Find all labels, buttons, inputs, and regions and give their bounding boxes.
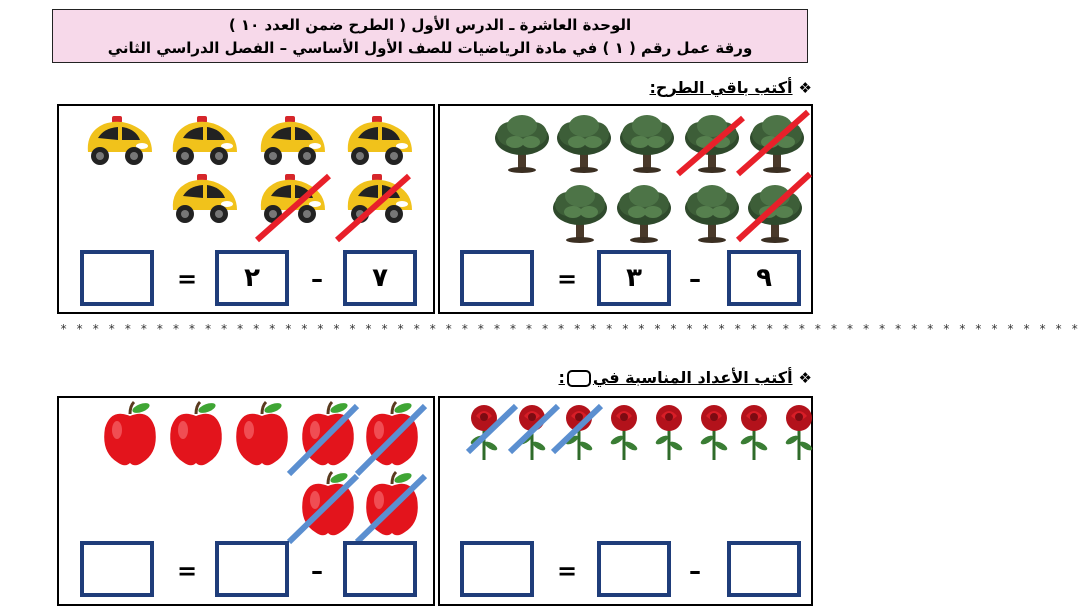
toy-car-icon (261, 174, 325, 223)
roses-group (438, 396, 813, 476)
apple-icon (170, 401, 222, 465)
toy-car-icon (173, 174, 237, 223)
roses-minuend-box[interactable] (727, 541, 801, 597)
toy-car-icon (88, 116, 152, 165)
separator-line: * * * * * * * * * * * * * * * * * * * * * * * * * * * * * * * * * * * * * * * * * * * * * * * * * * * * * * * * * * * * * * * * (60, 322, 1079, 336)
cars-subtrahend-box: ٢ (215, 250, 289, 306)
rose-icon (469, 405, 498, 460)
tree-icon (685, 185, 739, 243)
rose-icon (784, 405, 813, 460)
equals-sign: = (176, 557, 198, 585)
equals-sign: = (556, 265, 578, 293)
minus-sign: – (689, 265, 701, 293)
section2-instruction (559, 368, 812, 387)
roses-answer-box[interactable] (460, 541, 534, 597)
minus-sign: – (311, 265, 323, 293)
tree-icon (620, 115, 674, 173)
rounded-box-icon (567, 370, 591, 387)
apples-subtrahend-box[interactable] (215, 541, 289, 597)
rose-icon (609, 405, 638, 460)
section1-instruction (650, 78, 813, 97)
equals-sign: = (556, 557, 578, 585)
worksheet-header (52, 9, 808, 63)
trees-answer-box[interactable] (460, 250, 534, 306)
apple-icon (104, 401, 156, 465)
tree-icon (557, 115, 611, 173)
toy-car-icon (348, 116, 412, 165)
trees-group (438, 104, 813, 244)
trees-minuend-box: ٩ (727, 250, 801, 306)
tree-icon (553, 185, 607, 243)
trees-subtrahend-box: ٣ (597, 250, 671, 306)
toy-car-icon (261, 116, 325, 165)
section2-instruction-text: أكتب الأعداد المناسبة في (592, 368, 793, 387)
cars-minuend-box: ٧ (343, 250, 417, 306)
toy-car-icon (173, 116, 237, 165)
section2-instruction-colon: : (558, 368, 565, 387)
roses-subtrahend-box[interactable] (597, 541, 671, 597)
apples-answer-box[interactable] (80, 541, 154, 597)
apples-group (57, 396, 435, 546)
tree-icon (748, 185, 802, 243)
header-title: الوحدة العاشرة ـ الدرس الأول ( الطرح ضمن العدد ١٠ ) (228, 16, 632, 34)
cars-answer-box[interactable] (80, 250, 154, 306)
apple-icon (236, 401, 288, 465)
rose-icon (699, 405, 728, 460)
header-subtitle: ورقة عمل رقم ( ١ ) في مادة الرياضيات للصف الأول الأساسي – الفصل الدراسي الثاني (107, 39, 753, 57)
rose-icon (654, 405, 683, 460)
equals-sign: = (176, 265, 198, 293)
tree-icon (495, 115, 549, 173)
diamond-bullet-icon: ❖ (798, 79, 812, 97)
cars-group (57, 104, 435, 244)
tree-icon (617, 185, 671, 243)
rose-icon (739, 405, 768, 460)
minus-sign: – (311, 557, 323, 585)
apples-minuend-box[interactable] (343, 541, 417, 597)
section1-instruction-text: أكتب باقي الطرح: (649, 78, 793, 97)
diamond-bullet-icon: ❖ (798, 369, 812, 387)
minus-sign: – (689, 557, 701, 585)
